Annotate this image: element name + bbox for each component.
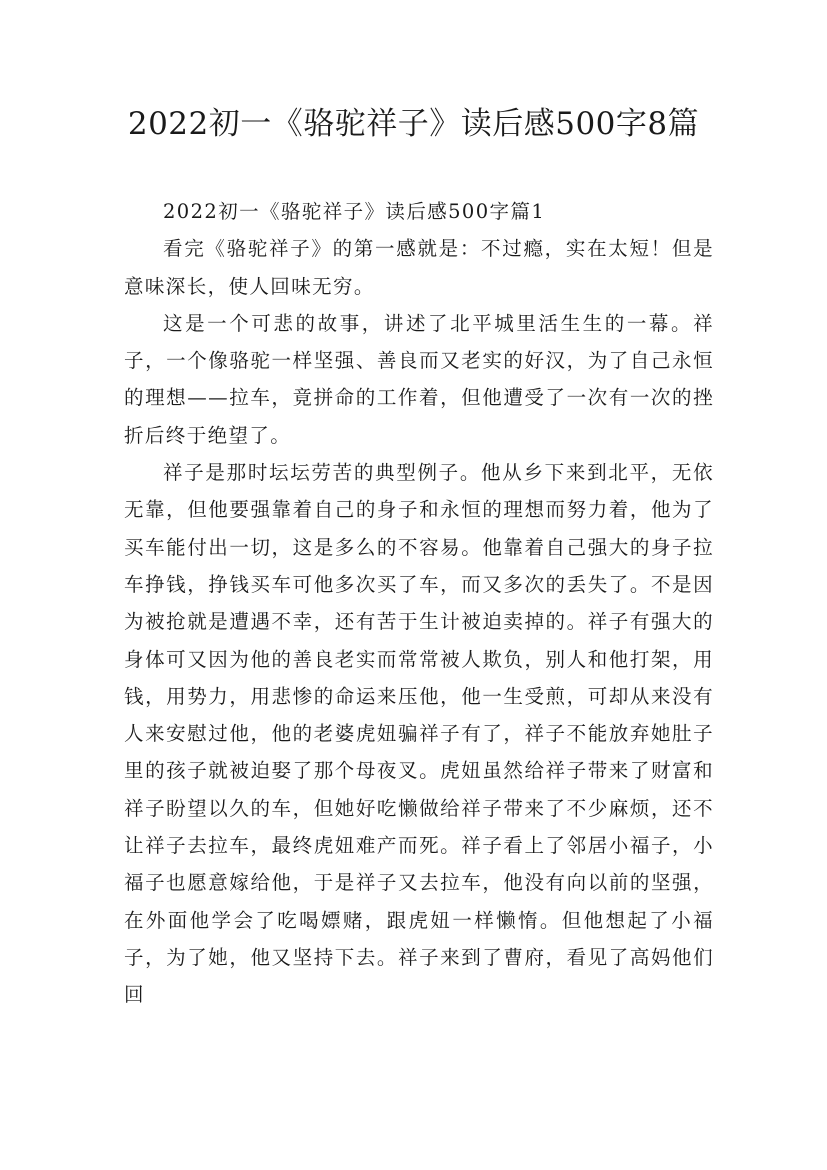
document-body [124,193,714,1014]
body-paragraph-2: 这是一个可悲的故事，讲述了北平城里活生生的一幕。祥子，一个像骆驼一样坚强、善良而又老实的好汉，为了自己永恒的理想——拉车，竟拼命的工作着，但他遭受了一次有一次的挫折后终于绝望了。 [124,311,714,447]
section-heading: 2022初一《骆驼祥子》读后感500字篇1 [163,200,546,223]
document-title: 2022初一《骆驼祥子》读后感500字8篇 [127,106,700,142]
body-paragraph-1: 看完《骆驼祥子》的第一感就是：不过瘾，实在太短！但是意味深长，使人回味无穷。 [124,237,714,298]
body-paragraph-3: 祥子是那时坛坛劳苦的典型例子。他从乡下来到北平，无依无靠，但他要强靠着自己的身子和永恒的理想而努力着，他为了买车能付出一切，这是多么的不容易。他靠着自己强大的身子拉车挣钱，挣钱买车可他多次买了车，而又多次的丢失了。不是因为被抢就是遭遇不幸，还有苦于生计被迫卖掉的。祥子有强大的身体可又因为他的善良老实而常常被人欺负，别人和他打架，用钱，用势力，用悲惨的命运来压他，他一生受煎，可却从来没有人来安慰过他，他的老婆虎妞骗祥子有了，祥子不能放弃她肚子里的孩子就被迫娶了那个母夜叉。虎妞虽然给祥子带来了财富和祥子盼望以久的车，但她好吃懒做给祥子带来了不少麻烦，还不让祥子去拉车，最终虎妞难产而死。祥子看上了邻居小福子，小福子也愿意嫁给他，于是祥子又去拉车，他没有向以前的坚强，在外面他学会了吃喝嫖赌，跟虎妞一样懒惰。但他想起了小福子，为了她，他又坚持下去。祥子来到了曹府，看见了高妈他们回 [124,461,714,1007]
